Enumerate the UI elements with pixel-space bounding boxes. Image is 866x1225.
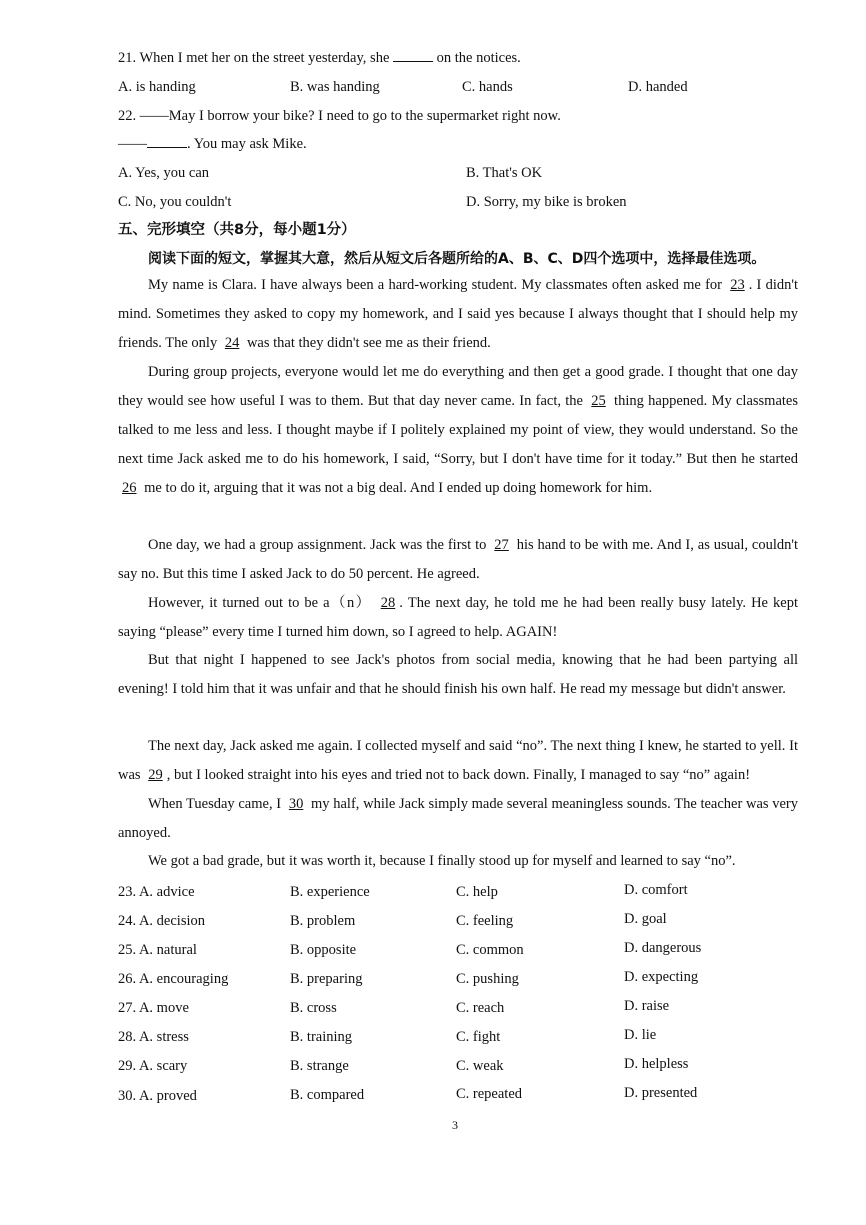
q30-option-d: D. presented [624,1085,698,1101]
q22-reply [118,134,798,154]
p8-text: We got a bad grade, but it was worth it, because I finally stood up for myself and learned to say “no”. [148,853,736,869]
p3-text-a: One day, we had a group assignment. Jack was the first to [148,537,487,553]
q29-option-d: D. helpless [624,1056,689,1072]
q25-option-c: C. common [456,942,524,958]
q22-reply-end: . You may ask Mike. [187,136,307,152]
q22-option-d: D. Sorry, my bike is broken [466,194,627,210]
p7-text-b: my half, while Jack simply made several meaningless sounds. The teacher was very annoyed. [118,796,799,841]
q30-option-c: C. repeated [456,1086,523,1102]
q21-option-a: A. is handing [118,79,196,95]
q23-option-d: D. comfort [624,882,688,898]
q22-option-b: B. That's OK [466,165,543,181]
p4-text-b: . The next day, he told me he had been really busy lately. He kept saying “please” every time I turned him down, so I agreed to help. AGAIN! [118,595,799,640]
q21-option-c: C. hands [462,79,513,95]
q21-option-d: D. handed [628,79,688,95]
q25-option-b: B. opposite [290,942,357,958]
q22-stem: 22. ——May I borrow your bike? I need to go to the supermarket right now. [118,108,561,124]
q28-option-b: B. training [290,1029,353,1045]
q24-option-b: B. problem [290,913,356,929]
q26-option-a: 26. A. encouraging [118,971,229,987]
q22-option-c: C. No, you couldn't [118,194,232,210]
section-instruction: 阅读下面的短文，掌握其大意，然后从短文后各题所给的A、B、C、D四个选项中，选择最佳选项。 [148,251,766,267]
q24-option-a: 24. A. decision [118,913,205,929]
passage-paragraph-3 [118,531,798,589]
p5-text: But that night I happened to see Jack's photos from social media, knowing that he had been partying all evening! I told him that it was unfair and that he should finish his own half. He read my message but didn't answer. [118,652,798,697]
blank-24: 24 [224,335,240,351]
passage-paragraph-8 [118,847,798,876]
passage-paragraph-6 [118,732,798,790]
passage-paragraph-2 [118,358,798,503]
p1-text-c: was that they didn't see me as their friend. [246,335,491,351]
p4-text-a: However, it turned out to be a（n） [148,595,372,611]
q21-stem-start: 21. When I met her on the street yesterday, she [118,50,390,66]
q24-option-c: C. feeling [456,913,514,929]
q23-option-c: C. help [456,884,498,900]
p1-text-b: . I didn't mind. Sometimes they asked to copy my homework, and I said yes because I always thought that I should help my friends. The only [118,277,799,351]
q22-option-a: A. Yes, you can [118,165,210,181]
passage-paragraph-1 [118,271,798,358]
p2-text-b: thing happened. My classmates talked to me less and less. I thought maybe if I politely explained my point of view, they would understand. So the next time Jack asked me to do his homework, I said, “Sorry, but I don't have time for it today.” But then he started [118,393,799,467]
q26-option-c: C. pushing [456,971,519,987]
p6-text-a: The next day, Jack asked me again. I collected myself and said “no”. The next thing I knew, he started to yell. It was [118,738,798,783]
blank-25: 25 [591,393,606,409]
blank-30: 30 [288,796,304,812]
q22-reply-dash: —— [118,136,147,152]
q22-blank [147,135,187,148]
blank-29: 29 [148,767,163,783]
q24-option-d: D. goal [624,911,667,927]
q28-option-c: C. fight [456,1029,501,1045]
p7-text-a: When Tuesday came, I [148,796,282,812]
passage-paragraph-7 [118,790,798,848]
q30-option-a: 30. A. proved [118,1088,197,1104]
blank-26: 26 [122,480,137,496]
blank-28: 28 [380,595,396,611]
q21-stem-end: on the notices. [436,50,521,66]
q23-option-b: B. experience [290,884,370,900]
q21-blank [393,49,433,62]
q26-option-b: B. preparing [290,971,363,987]
q26-option-d: D. expecting [624,969,699,985]
page-number: 3 [452,1118,458,1132]
blank-27: 27 [494,537,509,553]
q25-option-d: D. dangerous [624,940,702,956]
p2-text-a: During group projects, everyone would let me do everything and then get a good grade. I thought that one day they would see how useful I was to them. But that day never came. In fact, the [118,364,798,409]
q27-option-c: C. reach [456,1000,505,1016]
passage-paragraph-5 [118,646,798,704]
section-title: 五、完形填空（共8分，每小题1分） [118,222,356,238]
p2-text-c: me to do it, arguing that it was not a big deal. And I ended up doing homework for him. [144,480,653,496]
q28-option-a: 28. A. stress [118,1029,189,1045]
q29-option-c: C. weak [456,1058,504,1074]
q29-option-a: 29. A. scary [118,1058,188,1074]
q29-option-b: B. strange [290,1058,349,1074]
p6-text-b: , but I looked straight into his eyes and tried not to back down. Finally, I managed to say “no” again! [166,767,751,783]
p1-text-a: My name is Clara. I have always been a hard-working student. My classmates often asked me for [148,277,722,293]
passage-paragraph-4 [118,589,798,647]
q27-option-b: B. cross [290,1000,337,1016]
q21-stem [118,48,798,68]
q27-option-d: D. raise [624,998,670,1014]
blank-23: 23 [730,277,745,293]
q23-option-a: 23. A. advice [118,884,195,900]
q25-option-a: 25. A. natural [118,942,197,958]
q30-option-b: B. compared [290,1087,365,1103]
q28-option-d: D. lie [624,1027,657,1043]
q27-option-a: 27. A. move [118,1000,189,1016]
q21-option-b: B. was handing [290,79,380,95]
p3-text-b: his hand to be with me. And I, as usual, couldn't say no. But this time I asked Jack to do 50 percent. He agreed. [118,537,798,582]
